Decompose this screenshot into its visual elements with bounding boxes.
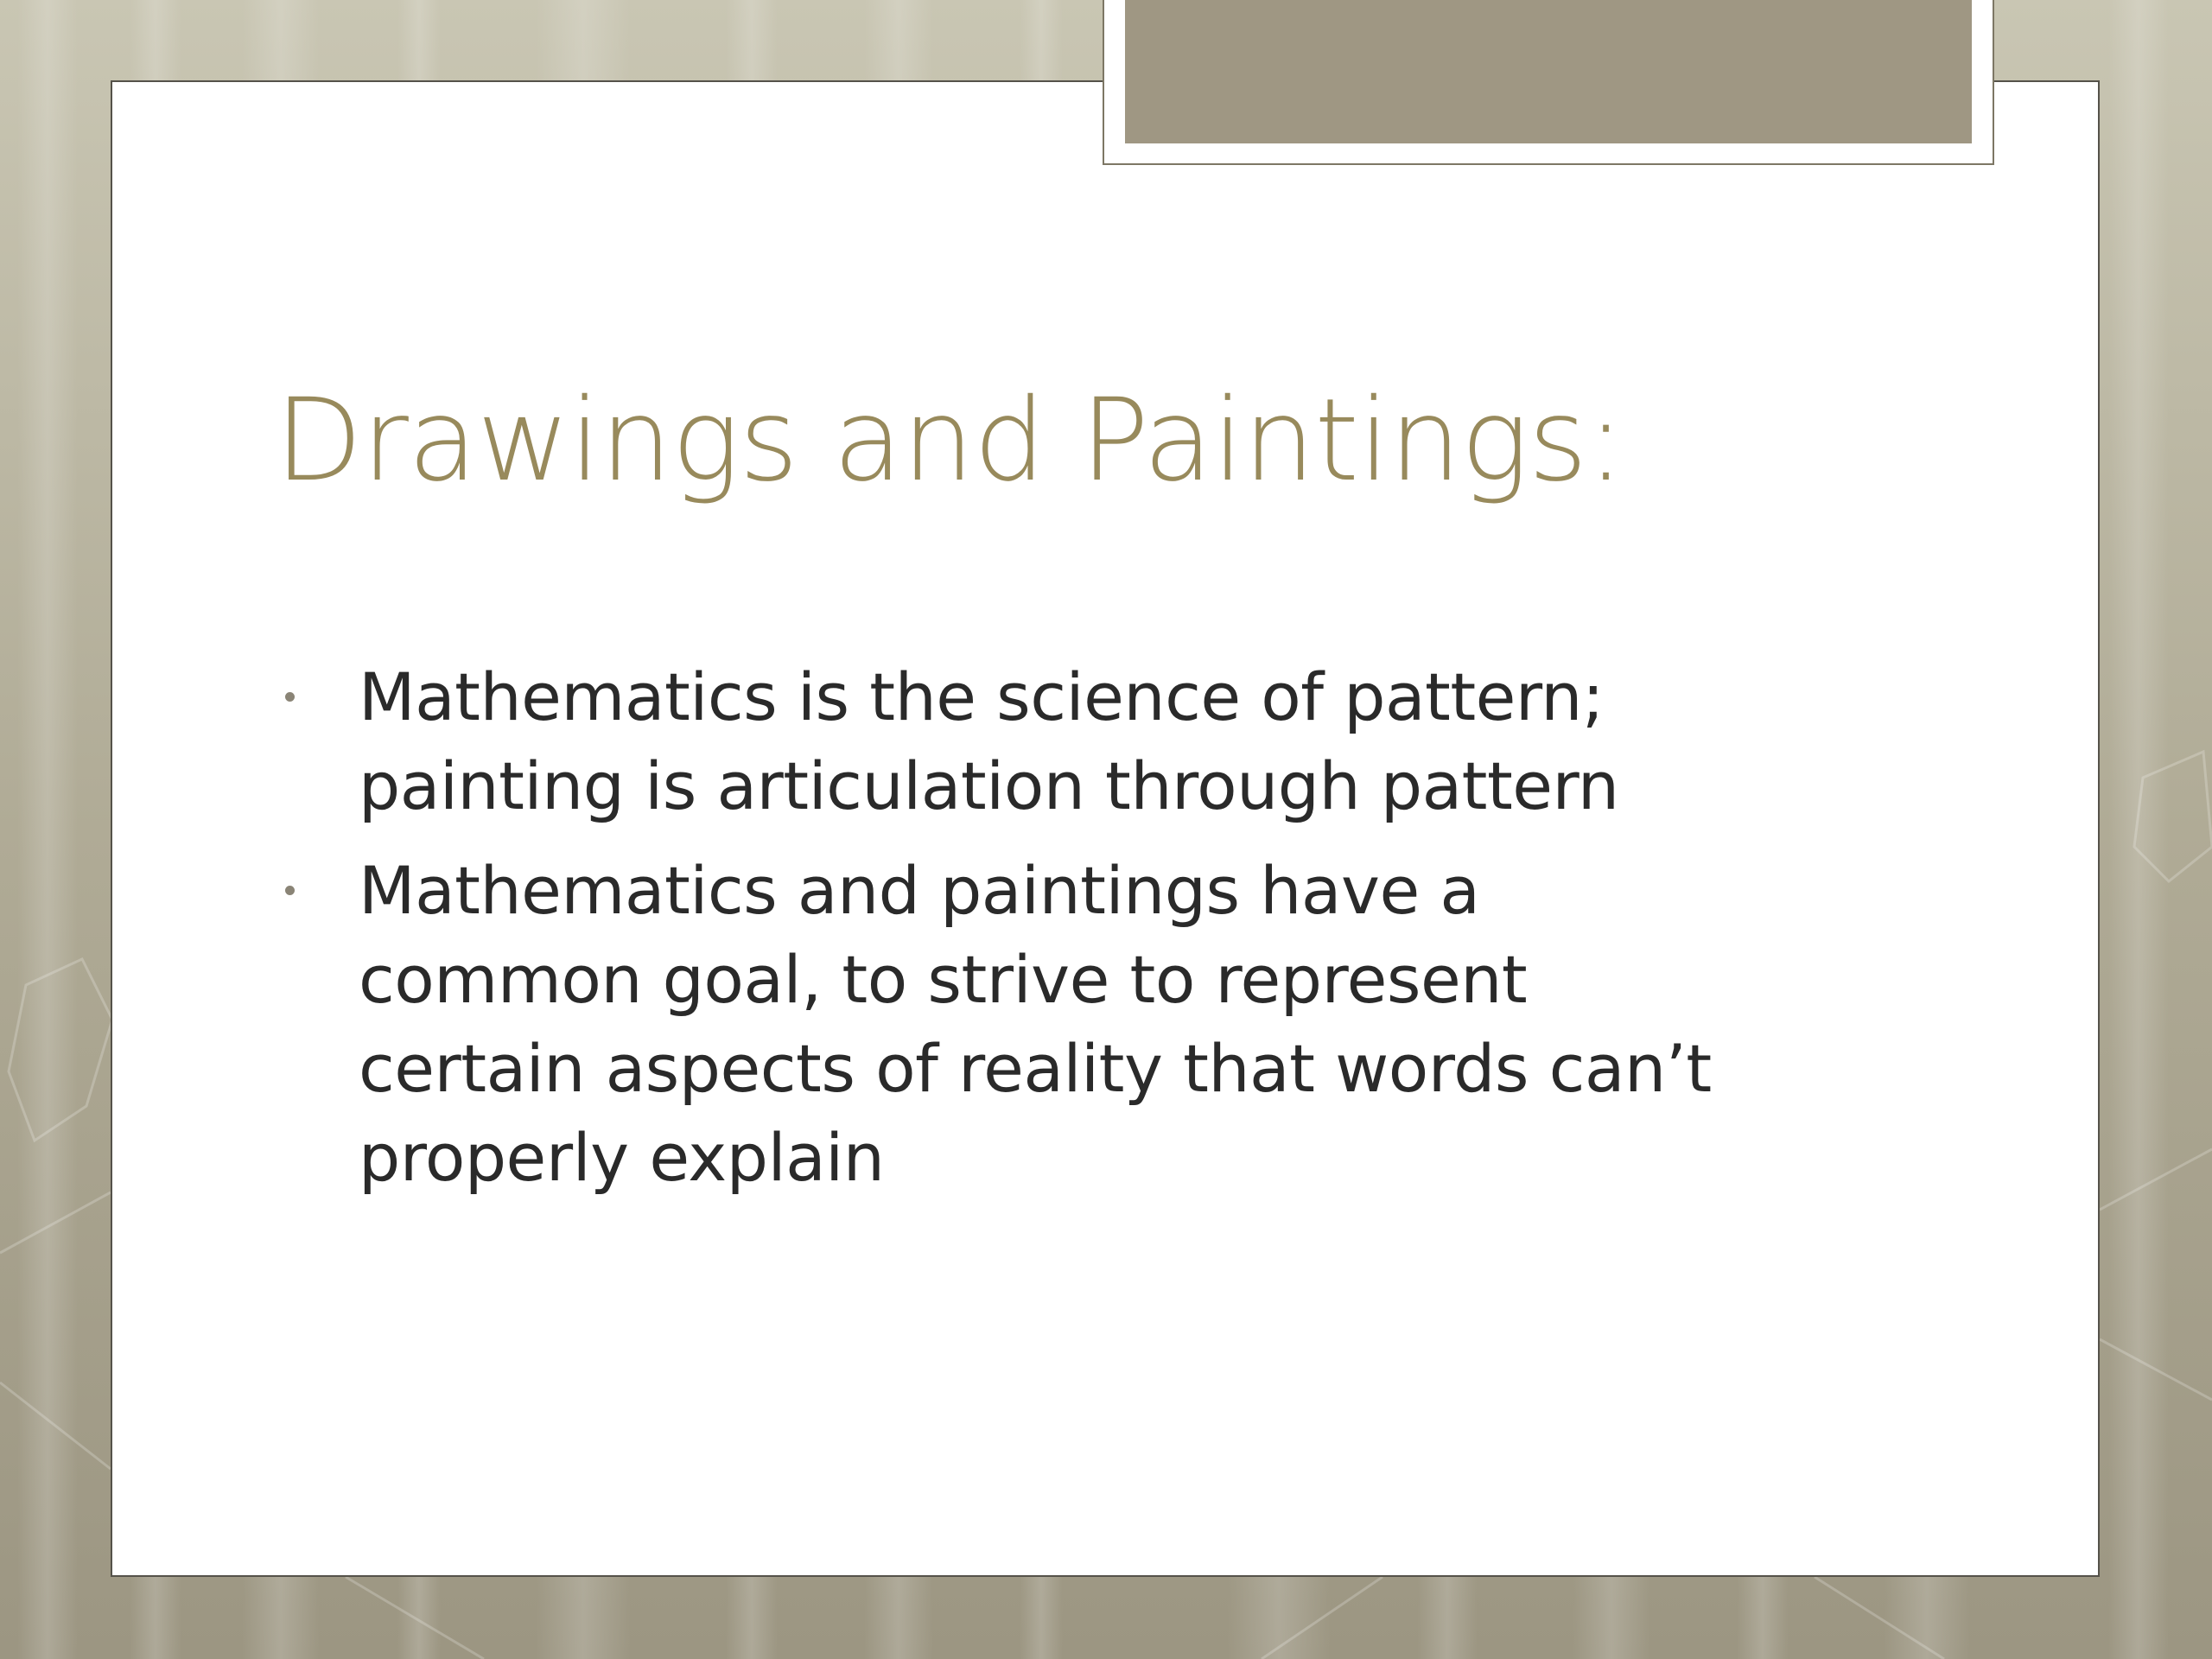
slide-title: Drawings and Paintings: [275, 374, 1624, 507]
bullet-dot-icon [285, 692, 295, 702]
bullet-text-line: properly explain [359, 1119, 885, 1196]
bullet-text-line: certain aspects of reality that words can’t [359, 1030, 1712, 1107]
bullet-text-line: painting is articulation through pattern [359, 747, 1619, 824]
bullet-dot-icon [285, 886, 295, 895]
bullet-text-line: common goal, to strive to represent [359, 941, 1528, 1018]
bullet-list [285, 652, 1944, 1217]
bullet-item [285, 846, 1944, 1202]
decorative-tab-fill [1125, 0, 1972, 143]
bullet-text-line: Mathematics is the science of pattern; [359, 658, 1605, 735]
bullet-text-line: Mathematics and paintings have a [359, 852, 1480, 929]
bullet-item [285, 652, 1944, 830]
